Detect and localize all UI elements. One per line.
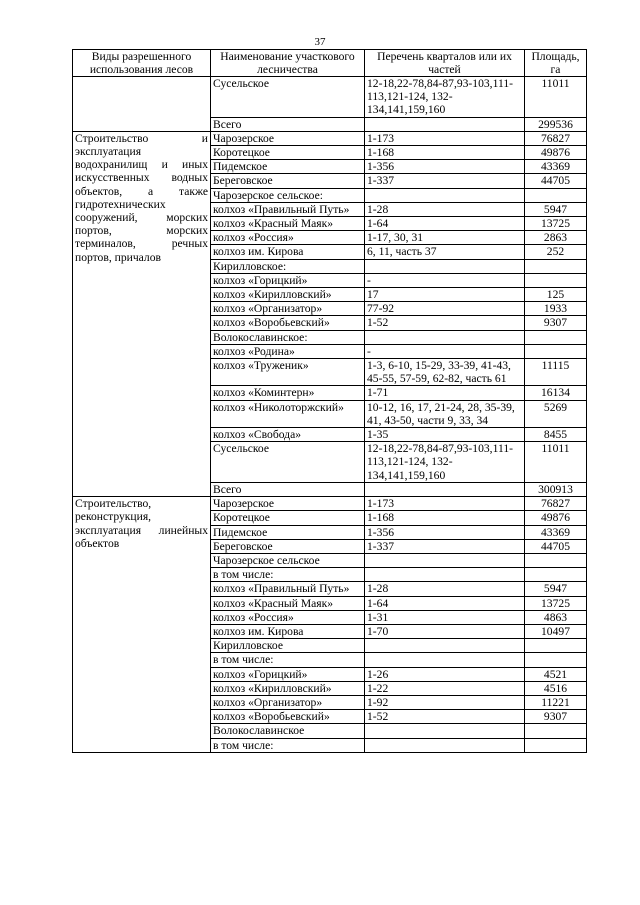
forestry-cell: колхоз «Горицкий»: [211, 273, 365, 287]
forestry-cell: колхоз «Труженик»: [211, 359, 365, 386]
quarters-cell: 12-18,22-78,84-87,93-103,111-113,121-124, 132-134,141,159,160: [365, 442, 525, 483]
forestry-cell: колхоз «Организатор»: [211, 695, 365, 709]
quarters-cell: 12-18,22-78,84-87,93-103,111-113,121-124, 132-134,141,159,160: [365, 77, 525, 118]
forestry-cell: Всего: [211, 117, 365, 131]
quarters-cell: -: [365, 344, 525, 358]
forestry-cell: колхоз «Коминтерн»: [211, 386, 365, 400]
area-cell: 13725: [525, 596, 587, 610]
quarters-cell: 1-22: [365, 681, 525, 695]
area-cell: 11115: [525, 359, 587, 386]
area-cell: 5947: [525, 582, 587, 596]
forestry-cell: колхоз «Николоторжский»: [211, 400, 365, 427]
quarters-cell: 1-3, 6-10, 15-29, 33-39, 41-43, 45-55, 57-59, 62-82, часть 61: [365, 359, 525, 386]
area-cell: 252: [525, 245, 587, 259]
area-cell: 2863: [525, 231, 587, 245]
use-type-cell: Строительство и эксплуатация водохранилищ и иных искусственных водных объектов, а также гидротехнических сооружений, морских портов, морских терминалов, речных портов, причалов: [73, 131, 211, 496]
quarters-cell: [365, 259, 525, 273]
quarters-cell: [365, 653, 525, 667]
area-cell: [525, 188, 587, 202]
header-forestry: Наименование участкового лесничества: [211, 50, 365, 77]
forestry-cell: колхоз им. Кирова: [211, 245, 365, 259]
quarters-cell: 1-71: [365, 386, 525, 400]
forestry-cell: Пидемское: [211, 160, 365, 174]
forestry-cell: Чарозерское: [211, 497, 365, 511]
table-body: [73, 77, 587, 753]
quarters-cell: 1-173: [365, 497, 525, 511]
quarters-cell: 1-28: [365, 202, 525, 216]
quarters-cell: 1-168: [365, 146, 525, 160]
quarters-cell: [365, 568, 525, 582]
quarters-cell: 1-92: [365, 695, 525, 709]
quarters-cell: [365, 330, 525, 344]
forestry-cell: колхоз «Организатор»: [211, 302, 365, 316]
forestry-cell: в том числе:: [211, 653, 365, 667]
area-cell: 49876: [525, 146, 587, 160]
forestry-cell: Чарозерское сельское: [211, 553, 365, 567]
header-quarters: Перечень кварталов или их частей: [365, 50, 525, 77]
quarters-cell: 1-173: [365, 131, 525, 145]
area-cell: 125: [525, 288, 587, 302]
forestry-cell: колхоз «Воробьевский»: [211, 316, 365, 330]
forestry-cell: Кирилловское: [211, 639, 365, 653]
forestry-cell: в том числе:: [211, 568, 365, 582]
quarters-cell: 1-337: [365, 539, 525, 553]
quarters-cell: 1-356: [365, 525, 525, 539]
area-cell: [525, 259, 587, 273]
header-area: Площадь, га: [525, 50, 587, 77]
area-cell: [525, 653, 587, 667]
quarters-cell: -: [365, 273, 525, 287]
quarters-cell: 1-52: [365, 710, 525, 724]
forestry-cell: колхоз «Красный Маяк»: [211, 217, 365, 231]
forestry-cell: Всего: [211, 482, 365, 496]
forestry-cell: Сусельское: [211, 77, 365, 118]
forestry-cell: колхоз «Правильный Путь»: [211, 202, 365, 216]
quarters-cell: 1-28: [365, 582, 525, 596]
forestry-cell: колхоз «Горицкий»: [211, 667, 365, 681]
quarters-cell: 77-92: [365, 302, 525, 316]
area-cell: 11011: [525, 442, 587, 483]
quarters-cell: [365, 188, 525, 202]
quarters-cell: [365, 553, 525, 567]
area-cell: 11221: [525, 695, 587, 709]
area-cell: 8455: [525, 428, 587, 442]
forestry-cell: Коротецкое: [211, 146, 365, 160]
quarters-cell: 1-26: [365, 667, 525, 681]
forestry-cell: Береговское: [211, 174, 365, 188]
forestry-cell: Чарозерское: [211, 131, 365, 145]
quarters-cell: 1-52: [365, 316, 525, 330]
forestry-cell: колхоз им. Кирова: [211, 624, 365, 638]
quarters-cell: [365, 482, 525, 496]
area-cell: [525, 639, 587, 653]
area-cell: 10497: [525, 624, 587, 638]
area-cell: [525, 553, 587, 567]
table-row: [73, 131, 587, 145]
quarters-cell: [365, 738, 525, 752]
area-cell: [525, 724, 587, 738]
area-cell: [525, 330, 587, 344]
area-cell: 11011: [525, 77, 587, 118]
forestry-cell: в том числе:: [211, 738, 365, 752]
page-number: 37: [314, 36, 326, 48]
forestry-cell: Коротецкое: [211, 511, 365, 525]
forestry-cell: колхоз «Родина»: [211, 344, 365, 358]
quarters-cell: 1-64: [365, 596, 525, 610]
quarters-cell: 17: [365, 288, 525, 302]
table-row: [73, 77, 587, 118]
area-cell: 4521: [525, 667, 587, 681]
quarters-cell: [365, 724, 525, 738]
forestry-cell: колхоз «Россия»: [211, 610, 365, 624]
forest-use-table: [72, 49, 587, 753]
area-cell: 4863: [525, 610, 587, 624]
area-cell: 13725: [525, 217, 587, 231]
forestry-cell: Пидемское: [211, 525, 365, 539]
quarters-cell: 10-12, 16, 17, 21-24, 28, 35-39, 41, 43-50, части 9, 33, 34: [365, 400, 525, 427]
area-cell: [525, 273, 587, 287]
forestry-cell: Чарозерское сельское:: [211, 188, 365, 202]
area-cell: 76827: [525, 497, 587, 511]
forestry-cell: колхоз «Кирилловский»: [211, 681, 365, 695]
area-cell: 16134: [525, 386, 587, 400]
area-cell: 9307: [525, 710, 587, 724]
quarters-cell: 1-17, 30, 31: [365, 231, 525, 245]
area-cell: 299536: [525, 117, 587, 131]
quarters-cell: [365, 639, 525, 653]
area-cell: [525, 344, 587, 358]
quarters-cell: 1-168: [365, 511, 525, 525]
area-cell: 44705: [525, 539, 587, 553]
area-cell: 76827: [525, 131, 587, 145]
forestry-cell: колхоз «Воробьевский»: [211, 710, 365, 724]
area-cell: 5269: [525, 400, 587, 427]
forestry-cell: Волокославинское:: [211, 330, 365, 344]
forestry-cell: Волокославинское: [211, 724, 365, 738]
quarters-cell: 1-64: [365, 217, 525, 231]
quarters-cell: 6, 11, часть 37: [365, 245, 525, 259]
area-cell: 43369: [525, 525, 587, 539]
forestry-cell: колхоз «Кирилловский»: [211, 288, 365, 302]
forestry-cell: Сусельское: [211, 442, 365, 483]
quarters-cell: 1-70: [365, 624, 525, 638]
forestry-cell: колхоз «Правильный Путь»: [211, 582, 365, 596]
forestry-cell: Кирилловское:: [211, 259, 365, 273]
use-type-cell: [73, 77, 211, 132]
area-cell: 5947: [525, 202, 587, 216]
area-cell: [525, 738, 587, 752]
table-row: [73, 497, 587, 511]
quarters-cell: [365, 117, 525, 131]
quarters-cell: 1-31: [365, 610, 525, 624]
quarters-cell: 1-356: [365, 160, 525, 174]
header-use-type: Виды разрешенного использования лесов: [73, 50, 211, 77]
forestry-cell: колхоз «Свобода»: [211, 428, 365, 442]
area-cell: 43369: [525, 160, 587, 174]
table-header-row: [73, 50, 587, 77]
forestry-cell: колхоз «Красный Маяк»: [211, 596, 365, 610]
area-cell: 300913: [525, 482, 587, 496]
area-cell: 44705: [525, 174, 587, 188]
area-cell: 49876: [525, 511, 587, 525]
quarters-cell: 1-35: [365, 428, 525, 442]
forestry-cell: колхоз «Россия»: [211, 231, 365, 245]
area-cell: [525, 568, 587, 582]
area-cell: 1933: [525, 302, 587, 316]
area-cell: 9307: [525, 316, 587, 330]
forestry-cell: Береговское: [211, 539, 365, 553]
area-cell: 4516: [525, 681, 587, 695]
use-type-cell: Строительство, реконструкция, эксплуатация линейных объектов: [73, 497, 211, 753]
quarters-cell: 1-337: [365, 174, 525, 188]
